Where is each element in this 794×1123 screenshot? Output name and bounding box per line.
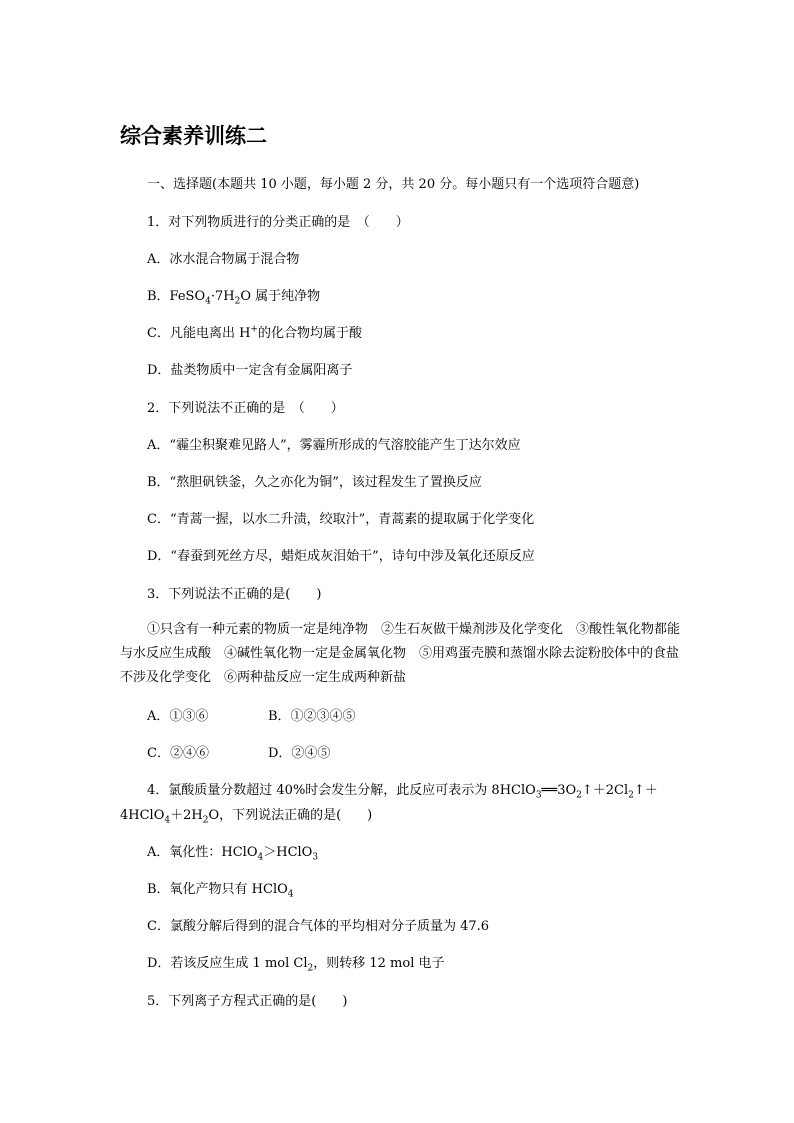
question-3-option-a: A．①③⑥: [147, 709, 209, 724]
question-3-option-c: C．②④⑥: [147, 746, 209, 761]
question-2-stem: 2．下列说法不正确的是 （ ）: [147, 401, 344, 416]
question-1-option-c: C．凡能电离出 H+的化合物均属于酸: [147, 324, 362, 341]
question-1-option-b: B．$FeSO_4\cdot 7H_2O$ 属于纯净物: [147, 289, 321, 307]
question-3-option-b: B．①②③④⑤: [268, 709, 356, 724]
question-3-stem: 3．下列说法不正确的是( ): [147, 587, 322, 602]
question-2-option-d: D．“春蚕到死丝方尽，蜡炬成灰泪始干”，诗句中涉及氧化还原反应: [147, 549, 535, 564]
question-2-option-c: C．“青蒿一握，以水二升渍，绞取汁”，青蒿素的提取属于化学变化: [147, 512, 535, 527]
question-3-statements: ①只含有一种元素的物质一定是纯净物 ②生石灰做干燥剂涉及化学变化 ③酸性氧化物都能与水反应生成酸 ④碱性氧化物一定是金属氧化物 ⑤用鸡蛋壳膜和蒸馏水除去淀粉胶体中的食盐不涉及化学变化 ⑥两种盐反应一定生成两种新盐: [120, 622, 681, 685]
question-1-option-d: D．盐类物质中一定含有金属阳离子: [147, 363, 353, 378]
question-2-option-b: B．“熬胆矾铁釜，久之亦化为铜”，该过程发生了置换反应: [147, 475, 482, 490]
page-title: 综合素养训练二: [120, 124, 267, 148]
question-4-option-a: A．氧化性：HClO$_4$＞HClO$_3$: [147, 845, 319, 863]
section-heading: 一、选择题(本题共 10 小题，每小题 2 分，共 20 分。每小题只有一个选项符合题意): [147, 177, 640, 192]
question-3-option-d: D．②④⑤: [268, 746, 331, 761]
question-4-stem-line-1: 4．氯酸质量分数超过 40%时会发生分解，此反应可表示为 $8HClO_3══3O_2↑+2Cl_2↑+$: [147, 783, 658, 801]
question-1-stem: 1．对下列物质进行的分类正确的是 （ ）: [147, 215, 409, 230]
question-2-option-a: A．“霾尘积聚难见路人”，雾霾所形成的气溶胶能产生丁达尔效应: [147, 438, 521, 453]
question-4-stem-line-2: $4HClO_4+2H_2O$，下列说法正确的是( ): [120, 808, 373, 826]
question-4-option-b: B．氧化产物只有 HClO$_4$: [147, 882, 294, 900]
question-1-option-a: A．冰水混合物属于混合物: [147, 252, 300, 267]
question-4-option-d: D．若该反应生成 1 mol $Cl_2$，则转移 12 mol 电子: [147, 956, 445, 974]
question-4-option-c: C．氯酸分解后得到的混合气体的平均相对分子质量为 47.6: [147, 919, 490, 934]
question-5-stem: 5．下列离子方程式正确的是( ): [147, 994, 348, 1009]
